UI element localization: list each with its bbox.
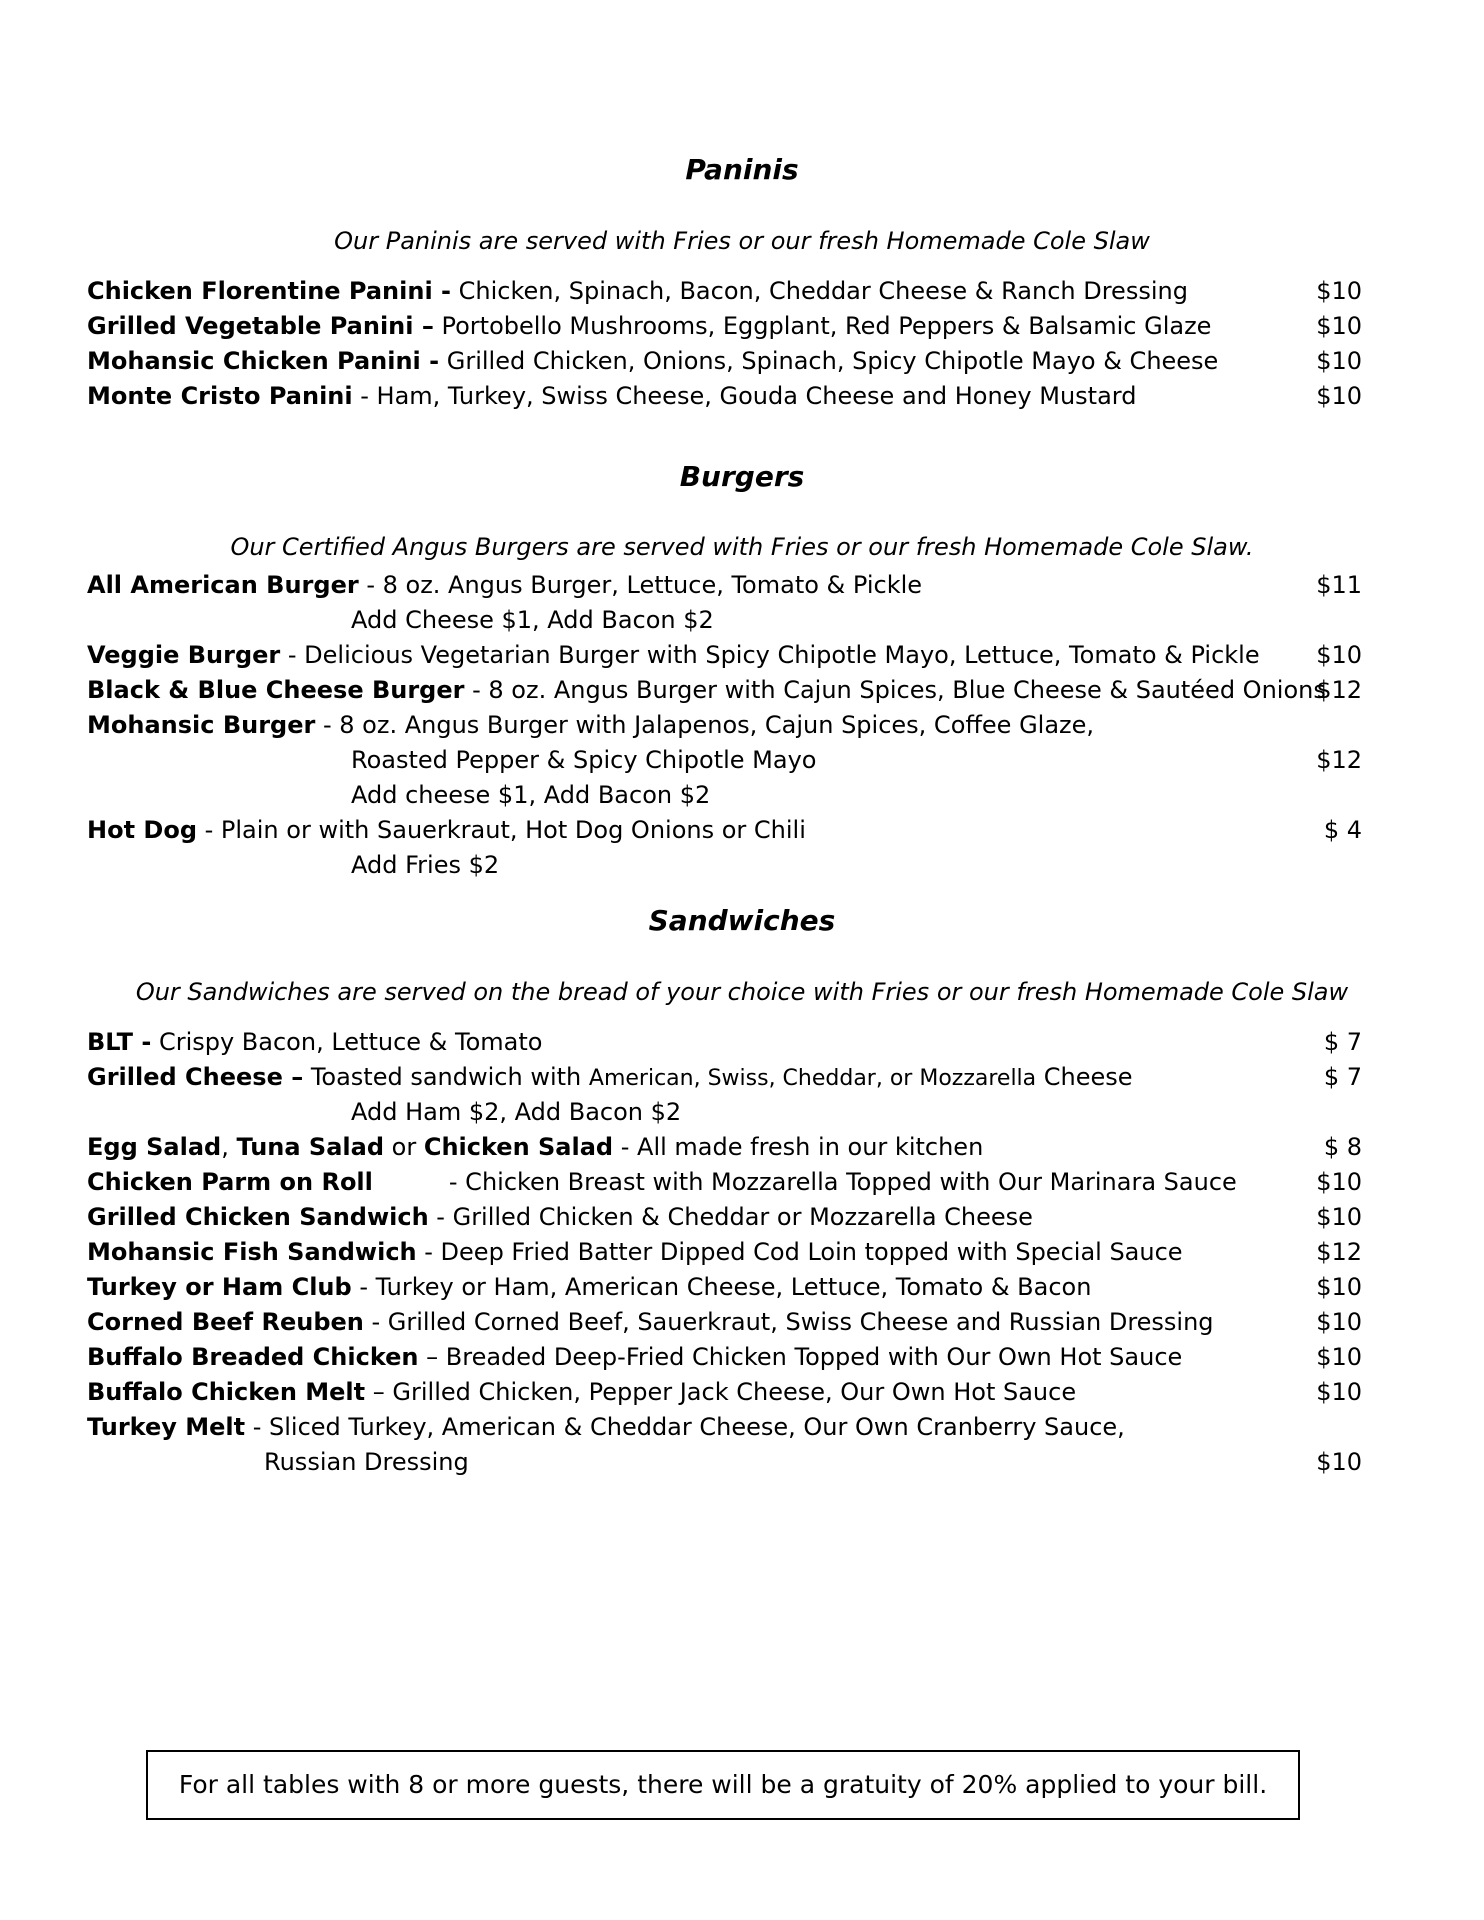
menu-item-continuation	[87, 1445, 1362, 1479]
item-description: Crispy Bacon, Lettuce & Tomato	[151, 1028, 543, 1056]
item-description: Portobello Mushrooms, Eggplant, Red Peppers & Balsamic Glaze	[433, 312, 1212, 340]
gratuity-notice: For all tables with 8 or more guests, there will be a gratuity of 20% applied to your bill.	[178, 1770, 1268, 1799]
item-price: $11	[1316, 571, 1362, 599]
item-price: $ 7	[1323, 1028, 1362, 1056]
menu-item	[87, 1025, 1362, 1059]
item-name: Mohansic Chicken Panini -	[87, 347, 440, 375]
item-name-2: Tuna Salad	[236, 1133, 385, 1161]
item-name: Grilled Cheese –	[87, 1063, 304, 1091]
item-name: Veggie Burger	[87, 641, 281, 669]
menu-item	[87, 638, 1362, 672]
item-addon: Add Ham $2, Add Bacon $2	[351, 1098, 682, 1126]
item-description-cheeses: American, Swiss, Cheddar, or Mozzarella	[588, 1066, 1037, 1091]
item-price: $12	[1316, 746, 1362, 774]
menu-item	[87, 568, 1362, 602]
item-price: $10	[1316, 1273, 1362, 1301]
item-name: Grilled Vegetable Panini –	[87, 312, 434, 340]
item-description: - Deep Fried Batter Dipped Cod Loin topped with Special Sauce	[416, 1238, 1183, 1266]
item-price: $12	[1316, 676, 1362, 704]
item-price: $10	[1316, 347, 1362, 375]
item-description: - Chicken Breast with Mozzarella Topped with Our Marinara Sauce	[448, 1168, 1237, 1196]
menu-item	[87, 708, 1362, 742]
section-note-paninis: Our Paninis are served with Fries or our fresh Homemade Cole Slaw	[334, 227, 1150, 255]
menu-item	[87, 813, 1362, 847]
item-price: $10	[1316, 1378, 1362, 1406]
item-description: - 8 oz. Angus Burger with Cajun Spices, Blue Cheese & Sautéed Onions	[464, 676, 1326, 704]
menu-item	[87, 1060, 1362, 1094]
menu-item	[87, 1410, 1362, 1444]
menu-item	[87, 1375, 1362, 1409]
menu-item	[87, 1165, 1362, 1199]
menu-item	[87, 1340, 1362, 1374]
item-name: Mohansic Burger	[87, 711, 316, 739]
menu-item	[87, 344, 1362, 378]
item-description: Toasted sandwich with	[303, 1063, 589, 1091]
item-name: BLT -	[87, 1028, 152, 1056]
item-description: - Delicious Vegetarian Burger with Spicy Chipotle Mayo, Lettuce, Tomato & Pickle	[280, 641, 1260, 669]
item-name: Turkey or Ham Club	[87, 1273, 352, 1301]
item-name: Grilled Chicken Sandwich	[87, 1203, 429, 1231]
menu-item	[87, 274, 1362, 308]
section-title-paninis: Paninis	[685, 153, 799, 186]
item-description: – Breaded Deep-Fried Chicken Topped with Our Own Hot Sauce	[418, 1343, 1183, 1371]
item-description: – Grilled Chicken, Pepper Jack Cheese, Our Own Hot Sauce	[365, 1378, 1077, 1406]
item-price: $10	[1316, 1343, 1362, 1371]
item-name: Egg Salad	[87, 1133, 222, 1161]
item-description: - Sliced Turkey, American & Cheddar Cheese, Our Own Cranberry Sauce,	[245, 1413, 1125, 1441]
menu-item	[87, 1305, 1362, 1339]
item-description: - Plain or with Sauerkraut, Hot Dog Onions or Chili	[197, 816, 806, 844]
item-price: $10	[1316, 641, 1362, 669]
item-addon: Add cheese $1, Add Bacon $2	[351, 781, 711, 809]
menu-item-continuation	[87, 743, 1362, 777]
item-price: $10	[1316, 1203, 1362, 1231]
item-description-cont: Roasted Pepper & Spicy Chipotle Mayo	[351, 746, 817, 774]
item-price: $10	[1316, 1168, 1362, 1196]
item-description: - All made fresh in our kitchen	[613, 1133, 984, 1161]
menu-item	[87, 673, 1362, 707]
menu-item	[87, 1130, 1362, 1164]
item-description-cont: Russian Dressing	[264, 1448, 469, 1476]
item-separator: ,	[221, 1133, 237, 1161]
item-description: Chicken, Spinach, Bacon, Cheddar Cheese & Ranch Dressing	[451, 277, 1188, 305]
item-name-3: Chicken Salad	[423, 1133, 614, 1161]
item-description: - Ham, Turkey, Swiss Cheese, Gouda Cheese and Honey Mustard	[352, 382, 1137, 410]
item-price: $ 8	[1323, 1133, 1362, 1161]
item-name: Buffalo Chicken Melt	[87, 1378, 366, 1406]
item-addon: Add Cheese $1, Add Bacon $2	[351, 606, 714, 634]
item-description: Grilled Chicken, Onions, Spinach, Spicy Chipotle Mayo & Cheese	[439, 347, 1219, 375]
menu-item	[87, 379, 1362, 413]
item-separator: or	[384, 1133, 424, 1161]
item-price: $ 7	[1323, 1063, 1362, 1091]
item-price: $10	[1316, 382, 1362, 410]
item-name: Monte Cristo Panini	[87, 382, 353, 410]
item-price: $10	[1316, 312, 1362, 340]
item-price: $12	[1316, 1238, 1362, 1266]
item-price: $10	[1316, 1448, 1362, 1476]
item-description: - Turkey or Ham, American Cheese, Lettuce, Tomato & Bacon	[351, 1273, 1092, 1301]
item-description: - Grilled Corned Beef, Sauerkraut, Swiss Cheese and Russian Dressing	[363, 1308, 1214, 1336]
menu-item	[87, 1270, 1362, 1304]
menu-item	[87, 1200, 1362, 1234]
item-name: Black & Blue Cheese Burger	[87, 676, 465, 704]
section-note-sandwiches: Our Sandwiches are served on the bread of your choice with Fries or our fresh Homemade Cole Slaw	[135, 978, 1349, 1006]
item-name: Buffalo Breaded Chicken	[87, 1343, 419, 1371]
item-description: - 8 oz. Angus Burger with Jalapenos, Cajun Spices, Coffee Glaze,	[315, 711, 1095, 739]
section-note-burgers: Our Certified Angus Burgers are served with Fries or our fresh Homemade Cole Slaw.	[230, 533, 1254, 561]
item-name: Mohansic Fish Sandwich	[87, 1238, 417, 1266]
gratuity-notice-box	[146, 1750, 1300, 1820]
item-name: Chicken Parm on Roll	[87, 1168, 373, 1196]
item-name: Chicken Florentine Panini -	[87, 277, 451, 305]
menu-item	[87, 1235, 1362, 1269]
item-name: Turkey Melt	[87, 1413, 246, 1441]
section-title-burgers: Burgers	[679, 460, 805, 493]
item-name: All American Burger	[87, 571, 359, 599]
item-description: - Grilled Chicken & Cheddar or Mozzarella Cheese	[428, 1203, 1033, 1231]
section-title-sandwiches: Sandwiches	[648, 904, 836, 937]
item-name: Hot Dog	[87, 816, 197, 844]
item-price: $ 4	[1323, 816, 1362, 844]
item-price: $10	[1316, 1308, 1362, 1336]
menu-item	[87, 309, 1362, 343]
item-name: Corned Beef Reuben	[87, 1308, 364, 1336]
item-price: $10	[1316, 277, 1362, 305]
item-addon: Add Fries $2	[351, 851, 500, 879]
item-description: - 8 oz. Angus Burger, Lettuce, Tomato & Pickle	[358, 571, 923, 599]
item-description-end: Cheese	[1036, 1063, 1133, 1091]
